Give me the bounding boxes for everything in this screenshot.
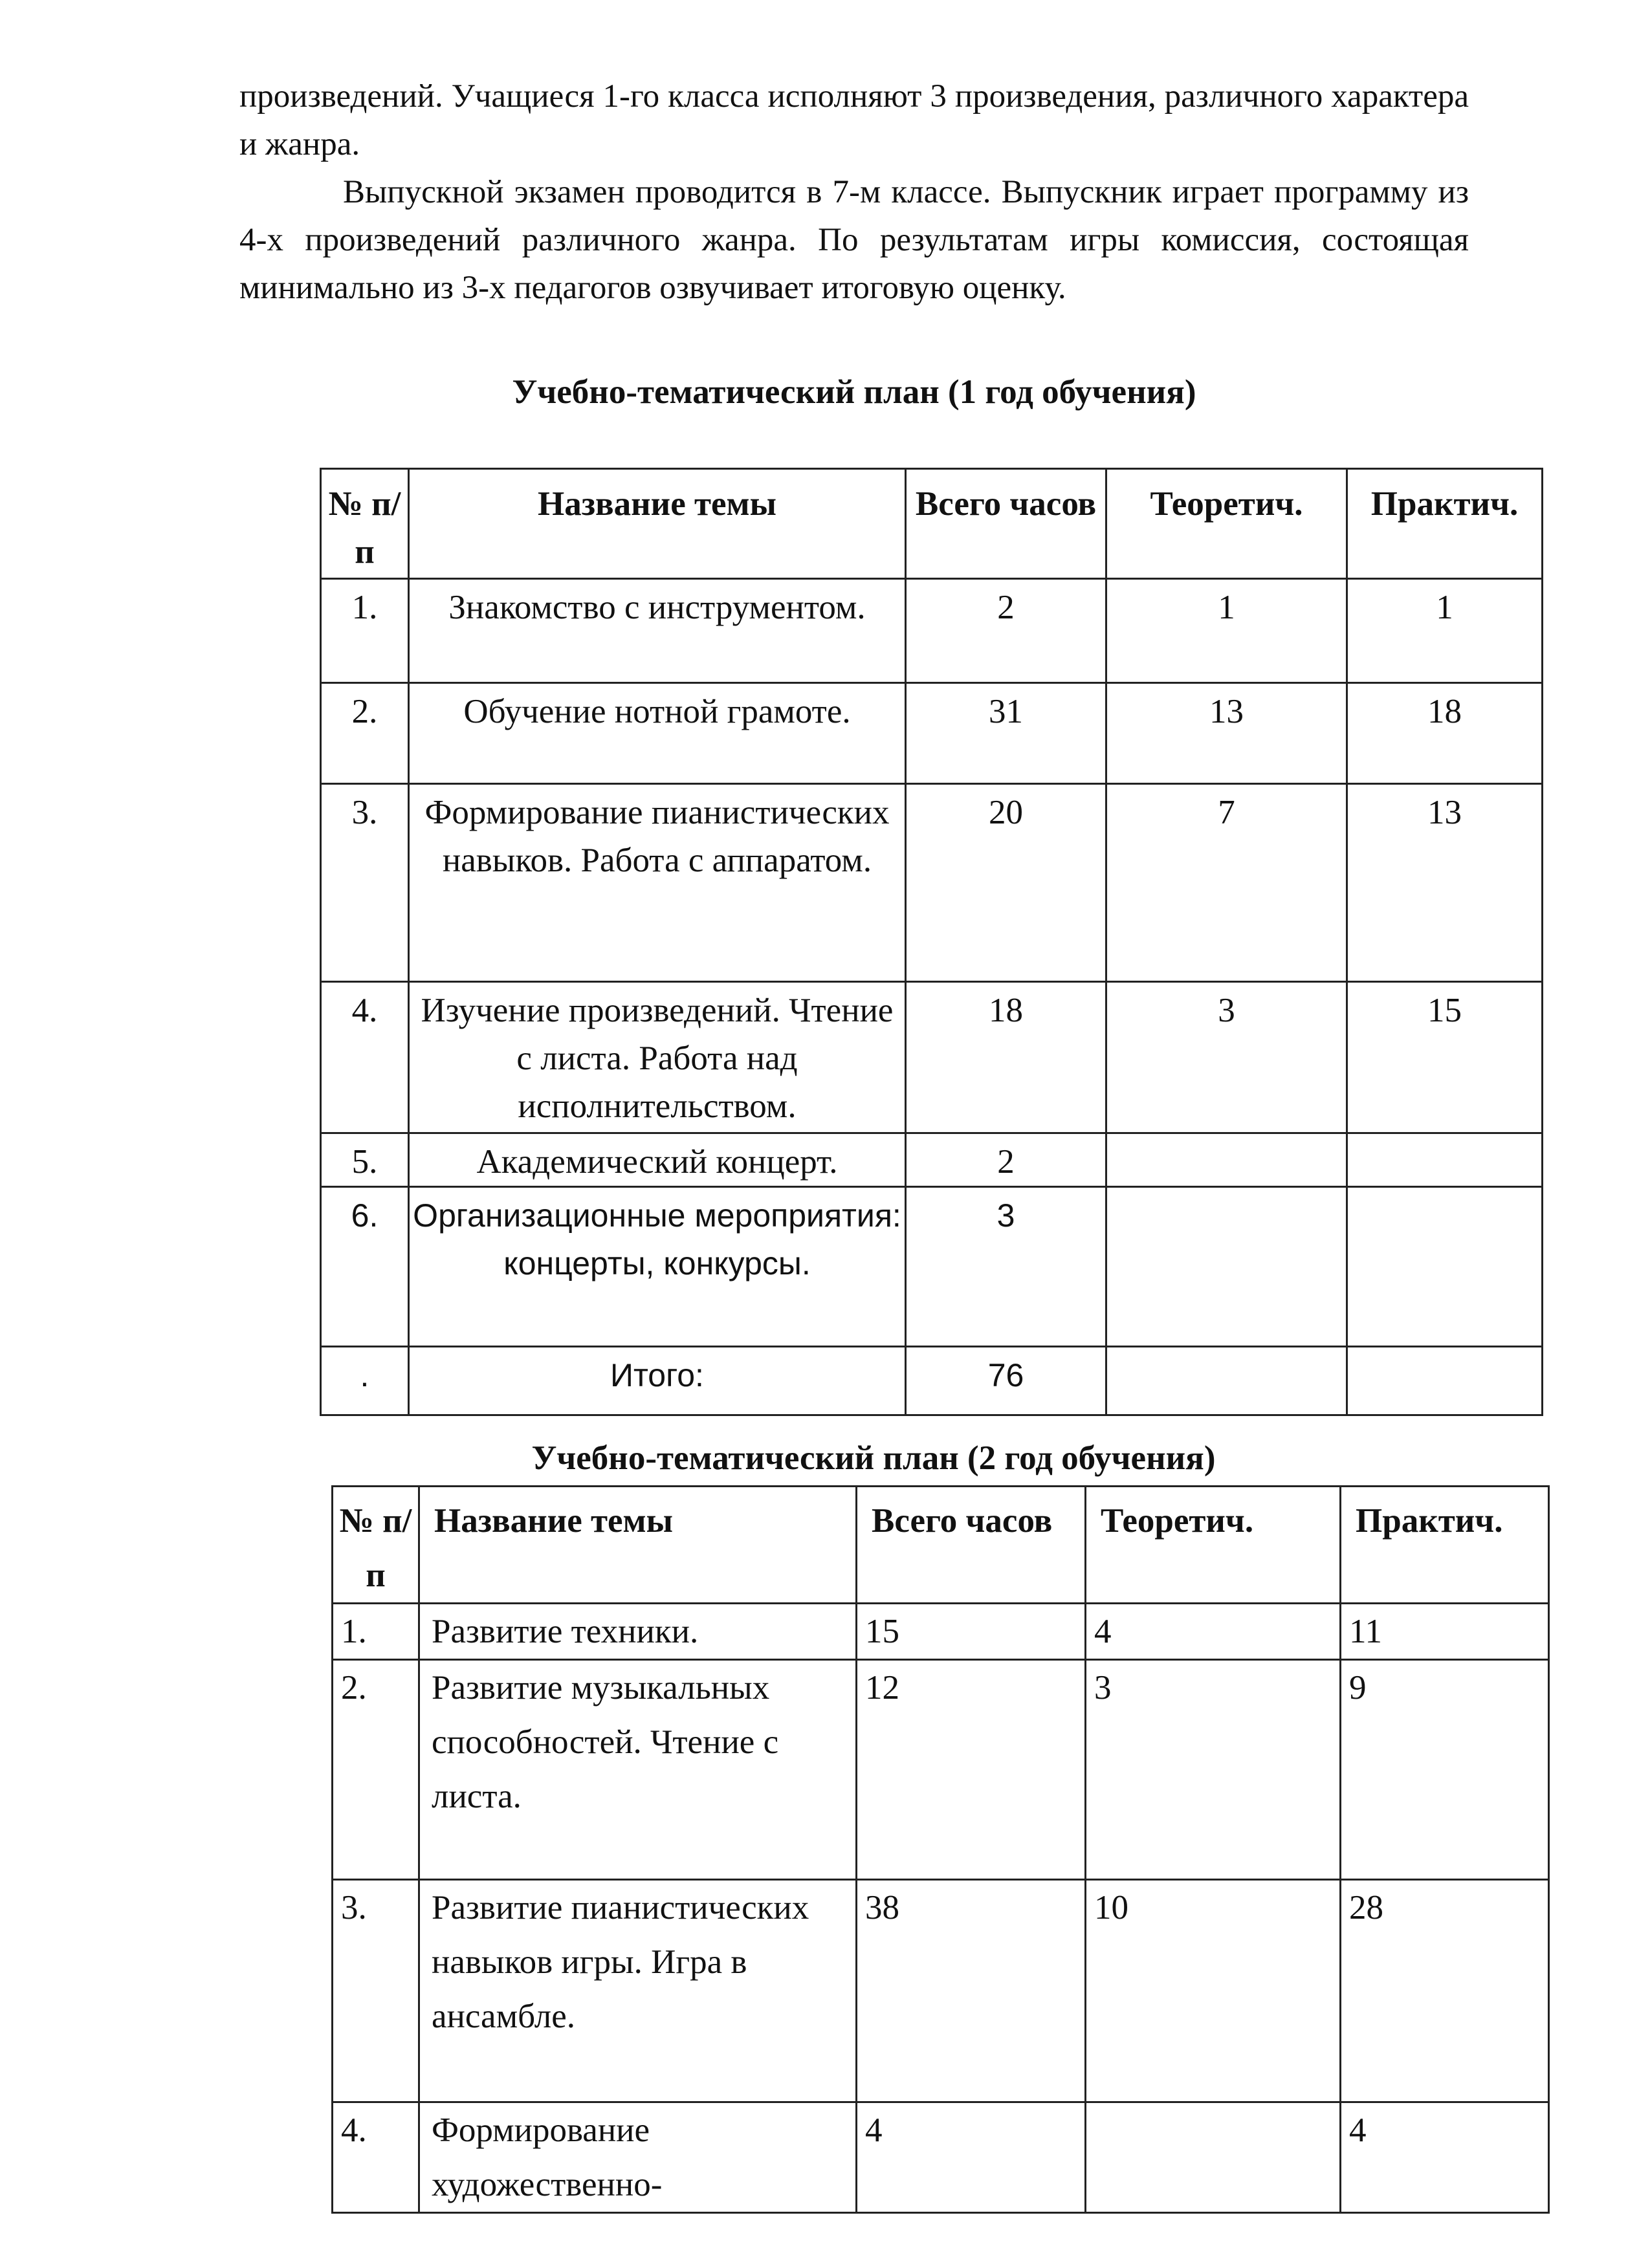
cell-theory (1106, 1133, 1347, 1187)
paragraph-final-exam: Выпускной экзамен проводится в 7-м классе. Выпускник играет программу из 4-х произведений различного жанра. По результатам игры комиссия, состоящая минимально из 3-х педагогов озвучивает итоговую оценку. (239, 174, 1469, 306)
cell-total-hours: 12 (857, 1660, 1086, 1880)
cell-total-hours: 20 (906, 784, 1106, 982)
cell-practice (1347, 1133, 1543, 1187)
cell-total-hours: 4 (857, 2102, 1086, 2213)
cell-theory (1106, 1347, 1347, 1415)
cell-total-label: Итого: (409, 1347, 906, 1415)
header-total-hours: Всего часов (857, 1487, 1086, 1604)
cell-topic: Формирование пианистических навыков. Работа с аппаратом. (409, 784, 906, 982)
cell-number: 5. (321, 1133, 409, 1187)
table2-title: Учебно-тематический план (2 год обучения) (531, 1439, 1216, 1477)
header-practice: Практич. (1341, 1487, 1549, 1604)
cell-total-hours: 76 (906, 1347, 1106, 1415)
header-topic: Название темы (419, 1487, 857, 1604)
cell-theory: 1 (1106, 579, 1347, 683)
cell-total-hours: 38 (857, 1880, 1086, 2102)
table-row (321, 1133, 1543, 1187)
cell-practice (1347, 1347, 1543, 1415)
cell-total-hours: 18 (906, 982, 1106, 1133)
cell-theory: 3 (1106, 982, 1347, 1133)
cell-theory (1086, 2102, 1341, 2213)
cell-theory: 7 (1106, 784, 1347, 982)
table-header-row (321, 469, 1543, 579)
cell-topic: Формирование художественно- (419, 2102, 857, 2213)
paragraph-continuation: произведений. Учащиеся 1-го класса исполняют 3 произведения, различного характера и жанра. (239, 78, 1469, 162)
cell-number: 2. (321, 683, 409, 784)
table-row (321, 579, 1543, 683)
cell-theory (1106, 1187, 1347, 1347)
cell-practice: 1 (1347, 579, 1543, 683)
header-theory: Теоретич. (1106, 469, 1347, 579)
table-row (333, 1604, 1549, 1660)
table-row (333, 1660, 1549, 1880)
cell-theory: 10 (1086, 1880, 1341, 2102)
cell-topic: Развитие музыкальных способностей. Чтение с листа. (419, 1660, 857, 1880)
cell-theory: 4 (1086, 1604, 1341, 1660)
table-row (321, 784, 1543, 982)
cell-topic: Знакомство с инструментом. (409, 579, 906, 683)
header-total-hours: Всего часов (906, 469, 1106, 579)
header-number: № п/п (321, 469, 409, 579)
header-number: № п/п (333, 1487, 419, 1604)
cell-practice: 15 (1347, 982, 1543, 1133)
table-row (321, 982, 1543, 1133)
header-topic: Название темы (409, 469, 906, 579)
cell-theory: 3 (1086, 1660, 1341, 1880)
cell-practice: 11 (1341, 1604, 1549, 1660)
cell-topic: Развитие пианистических навыков игры. Игра в ансамбле. (419, 1880, 857, 2102)
plan-table-year-2 (331, 1485, 1550, 2214)
cell-total-hours: 2 (906, 1133, 1106, 1187)
table-row (321, 683, 1543, 784)
table-total-row (321, 1347, 1543, 1415)
cell-practice: 13 (1347, 784, 1543, 982)
cell-number: . (321, 1347, 409, 1415)
cell-number: 3. (321, 784, 409, 982)
cell-number: 1. (321, 579, 409, 683)
cell-number: 6. (321, 1187, 409, 1347)
cell-practice: 4 (1341, 2102, 1549, 2213)
cell-number: 2. (333, 1660, 419, 1880)
header-theory: Теоретич. (1086, 1487, 1341, 1604)
cell-total-hours: 2 (906, 579, 1106, 683)
table-row (333, 2102, 1549, 2213)
cell-number: 3. (333, 1880, 419, 2102)
cell-number: 1. (333, 1604, 419, 1660)
plan-table-year-1 (320, 468, 1543, 1416)
table-header-row (333, 1487, 1549, 1604)
table-row (321, 1187, 1543, 1347)
cell-number: 4. (333, 2102, 419, 2213)
cell-theory: 13 (1106, 683, 1347, 784)
cell-topic: Организационные мероприятия: концерты, конкурсы. (409, 1187, 906, 1347)
table-row (333, 1880, 1549, 2102)
cell-number: 4. (321, 982, 409, 1133)
cell-practice: 18 (1347, 683, 1543, 784)
cell-topic: Изучение произведений. Чтение с листа. Работа над исполнительством. (409, 982, 906, 1133)
cell-topic: Академический концерт. (409, 1133, 906, 1187)
cell-total-hours: 3 (906, 1187, 1106, 1347)
cell-practice: 28 (1341, 1880, 1549, 2102)
cell-total-hours: 31 (906, 683, 1106, 784)
cell-topic: Обучение нотной грамоте. (409, 683, 906, 784)
cell-topic: Развитие техники. (419, 1604, 857, 1660)
cell-total-hours: 15 (857, 1604, 1086, 1660)
cell-practice: 9 (1341, 1660, 1549, 1880)
cell-practice (1347, 1187, 1543, 1347)
table1-title: Учебно-тематический план (1 год обучения) (512, 373, 1196, 411)
header-practice: Практич. (1347, 469, 1543, 579)
